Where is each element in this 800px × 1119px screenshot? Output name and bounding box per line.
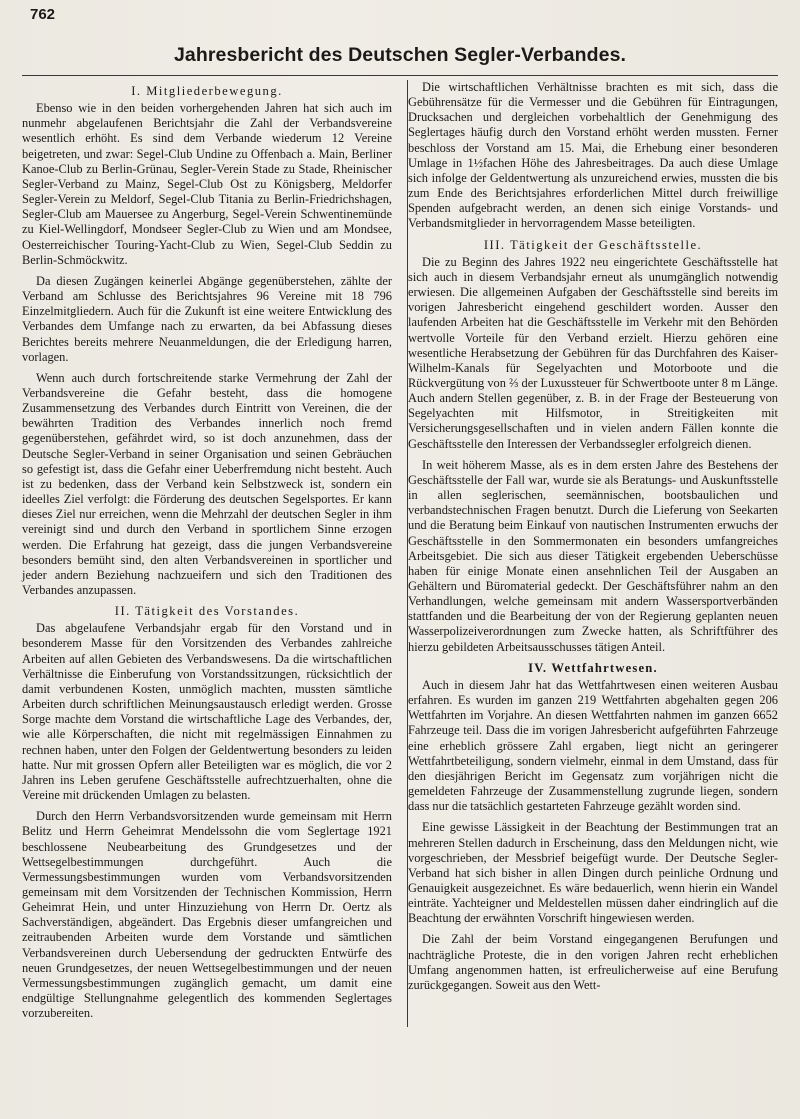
paragraph: Ebenso wie in den beiden vorhergehenden Jahren hat sich auch im nunmehr abgelaufenen Berichtsjahr die Zahl der Verbandsvereine wesentlich erhöht. Es sind dem Verbande wiederum 12 Vereine beigetreten, und zwar: Segel-Club Undine zu Offenbach a. Main, Berliner Kanoe-Club zu Berlin-Grünau, Segler-Verein Stade zu Stade, Rheinischer Segler-Verband zu Mainz, Segel-Club Ost zu Königsberg, Meldorfer Segler-Verein zu Meldorf, Segel-Club Titania zu Berlin-Friedrichshagen, Segler-Club am Mauersee zu Angerburg, Segel-Verein Schwentinemünde zu Kiel-Wellingdorf, Mondseer Segler-Club zu Wien und am Mondsee, Oesterreichischer Touring-Yacht-Club zu Wien, Segel-Club Seddin zu Berlin-Schmöckwitz. <box>22 101 392 267</box>
text-columns <box>22 75 778 1027</box>
paragraph: Da diesen Zugängen keinerlei Abgänge gegenüberstehen, zählte der Verband am Schlusse des Berichtsjahres 96 Vereine mit 18 796 Einzelmitgliedern. Auch für die Zukunft ist eine weitere Entwicklung des Verbandes dem Umfange nach zu erwarten, da bei Abfassung dieses Berichtes bereits mehrere Neuanmeldungen, die der Erledigung harren, vorlagen. <box>22 273 392 364</box>
paragraph: Die zu Beginn des Jahres 1922 neu eingerichtete Geschäftsstelle hat sich auch in diesem Verbandsjahr erneut als unumgänglich notwendig erwiesen. Die allgemeinen Aufgaben der Geschäftsstelle sind bereits im vorigen Jahresbericht eingehend geschildert worden. Ausser den laufenden Arbeiten hat die Geschäftsstelle im Verkehr mit den Behörden wertvolle Vorteile für den Verband erzielt. Hierzu gehören eine wesentliche Herabsetzung der Gebühren für das Durchfahren des Kaiser-Wilhelm-Kanals für Segelyachten und Motorboote und die Rückvergütung von ⅔ der Luxussteuer für Schwertboote unter 8 m Länge. Auch andern Stellen gegenüber, z. B. in der Frage der Besteuerung von Segelyachten mit Hilfsmotor, in Streitigkeiten mit Versicherungsgesellschaften und in vielen andern Fällen konnte die Geschäftsstelle den Interessen der Verbandssegler erfolgreich dienen. <box>408 254 778 451</box>
page-title: Jahresbericht des Deutschen Segler-Verbandes. <box>173 44 627 66</box>
paragraph: Die Zahl der beim Vorstand eingegangenen Berufungen und nachträgliche Proteste, die in den vorigen Jahren recht erheblichen Umfang angenommen hatten, ist erfreulicherweise auf eine Berufung zurückgegangen. Soweit aus den Wett- <box>408 932 778 992</box>
paragraph: Das abgelaufene Verbandsjahr ergab für den Vorstand und in besonderem Masse für den Vorsitzenden des Verbandes zahlreiche Arbeiten auf allen Gebieten des Verbandswesens. Da die wirtschaftlichen Verhältnisse die Einberufung von Vorstandssitzungen, rücksichtlich der damit verbundenen Kosten, unmöglich machten, mussten sämtliche Arbeiten durch schriftlichen Meinungsaustausch erledigt werden. Grosse Sorge machte dem Vorstand die wirtschaftliche Lage des Verbandes, der, wie alle Körperschaften, die nicht mit regelmässigen Einnahmen zu rechnen haben, unter den Folgen der Geldentwertung besonders zu leiden hatte. Nur mit grossen Opfern aller Beteiligten war es möglich, die vor 2 Jahren ins Leben gerufene Geschäftsstelle aufrechtzuerhalten, ohne die Vereine mit drückenden Umlagen zu belasten. <box>22 621 392 803</box>
section-heading: II. Tätigkeit des Vorstandes. <box>114 604 300 619</box>
left-column <box>22 80 392 1027</box>
paragraph: Wenn auch durch fortschreitende starke Vermehrung der Zahl der Verbandsvereine die Gefahr besteht, dass die homogene Zusammensetzung des Verbandes durch Eintritt von Vereinen, die der bewährten Tradition des Verbandes innerlich noch fremd gegenüberstehen, gefährdet wird, so ist doch anzunehmen, dass der Deutsche Segler-Verband in seiner Organisation und seinen Gebräuchen so gefestigt ist, dass die Gefahr einer Ueberfremdung nicht besteht. Auch ist zu bedenken, dass der Verband kein Selbstzweck ist, sondern ein ideelles Ziel verfolgt: die Förderung des deutschen Segelsportes. Er kann dieses Ziel nur erreichen, wenn die Mehrzahl der deutschen Segler in ihm vereinigt sind und durch den Verband in sportlichem Sinne erzogen werden. Die Erfahrung hat gezeigt, dass die jungen Verbandsvereine besonders bemüht sind, den alten Verbandsvereinen in sportlicher und jeder andern Beziehung nachzueifern und sich den Traditionen des Verbandes anzupassen. <box>22 370 392 597</box>
paragraph: Eine gewisse Lässigkeit in der Beachtung der Bestimmungen trat an mehreren Stellen dadurch in Erscheinung, dass den Meldungen nicht, wie vorgeschrieben, der Messbrief beigefügt wurde. Der Deutsche Segler-Verband hat sich bisher in allen Dingen durch peinliche Ordnung und Genauigkeit ausgezeichnet. Es wäre bedauerlich, wenn hierin ein Wandel einträte. Yachteigner und Meldestellen müssen daher eindringlich auf die Beachtung der erwähnten Vorschrift hingewiesen werden. <box>408 820 778 926</box>
paragraph: Auch in diesem Jahr hat das Wettfahrtwesen einen weiteren Ausbau erfahren. Es wurden im ganzen 219 Wettfahrten abgehalten gegen 206 Wettfahrten im Vorjahre. An diesen Wettfahrten nahmen im ganzen 6652 Fahrzeuge teil. Dass die im vorigen Jahresbericht aufgeführten Fahrzeuge eine erheblich grössere Zahl ergaben, liegt nicht an geringerer Wettfahrtbeteiligung, sondern vielmehr, einmal in dem Umstand, dass für den diesjährigen Bericht im Gegensatz zum vorjährigen nicht die gemeldeten Fahrzeuge der Zusammenstellung zugrunde liegen, sondern dass nur die tatsächlich gestarteten Fahrzeuge gezählt worden sind. <box>408 677 778 814</box>
right-column <box>408 80 778 1027</box>
paragraph: Die wirtschaftlichen Verhältnisse brachten es mit sich, dass die Gebührensätze für die Vermesser und die Gebühren für Eintragungen, Drucksachen und dergleichen vorbehaltlich der Genehmigung des Seglertages häufig durch den Vorstand erhöht werden mussten. Ferner beschloss der Vorstand am 15. Mai, die Erhebung einer besonderen Umlage in 1½fachen Höhe des Jahresbeitrages. Da auch diese Umlage sich infolge der Geldentwertung als unzureichend erwies, mussten die bis zum Ende des Berichtsjahres erforderlichen Mittel durch freiwillige Spenden aufgebracht werden, an denen sich einige Vorstands- und Verbandsmitglieder in hervorragendem Masse beteiligten. <box>408 80 778 231</box>
section-heading: IV. Wettfahrtwesen. <box>528 660 658 675</box>
paragraph: In weit höherem Masse, als es in dem ersten Jahre des Bestehens der Geschäftsstelle der Fall war, wurde sie als Beratungs- und Auskunftsstelle in allen seglerischen, seemännischen, bootsbaulichen und verbandstechnischen Fragen benutzt. Durch die Lieferung von Seekarten und die Beratung beim Einkauf von nautischen Instrumenten erwuchs der Geschäftsstelle in den Sommermonaten ein besonders umfangreiches Arbeitsgebiet. Die sich aus dieser Tätigkeit ergebenden Ueberschüsse haben für einige Monate einen ansehnlichen Teil der Ausgaben an Gehältern und Büromaterial gedeckt. Der Geschäftsführer nahm an den Verhandlungen, welche gemeinsam mit andern Wassersportverbänden stattfanden und die Bearbeitung der von der Regierung geplanten neuen Wasserpolizeiverordnungen zum Zwecke hatten, als Schriftführer des hierzu gebildeten Arbeitsausschusses tätigen Anteil. <box>408 457 778 654</box>
section-heading: III. Tätigkeit der Geschäftsstelle. <box>483 237 703 252</box>
page-number: 762 <box>30 6 56 23</box>
paragraph: Durch den Herrn Verbandsvorsitzenden wurde gemeinsam mit Herrn Belitz und Herrn Geheimrat Mendelssohn die vom Seglertage 1921 beschlossene Neubearbeitung des Grundgesetzes und der Wettsegelbestimmungen durchgeführt. Auch die Vermessungsbestimmungen wurden vom Verbandsvorsitzenden gemeinsam mit dem Vorsitzenden der Technischen Kommission, Herrn Geheimrat Hein, und unter Hinzuziehung von Herrn Dr. Oertz als Sachverständigen, abgeändert. Das Ergebnis dieser umfangreichen und zeitraubenden Arbeiten wurde dem Vorstande und sämtlichen Verbandsvereinen durch Uebersendung der gedruckten Entwürfe des neuen Grundgesetzes, der neuen Wettsegelbestimmungen und der neuen Vermessungsbestimmungen zugänglich gemacht, um damit eine endgültige Stellungnahme gelegentlich des kommenden Seglertages vorzubereiten. <box>22 809 392 1021</box>
section-heading: I. Mitgliederbewegung. <box>131 84 283 98</box>
column-divider <box>407 80 408 1027</box>
